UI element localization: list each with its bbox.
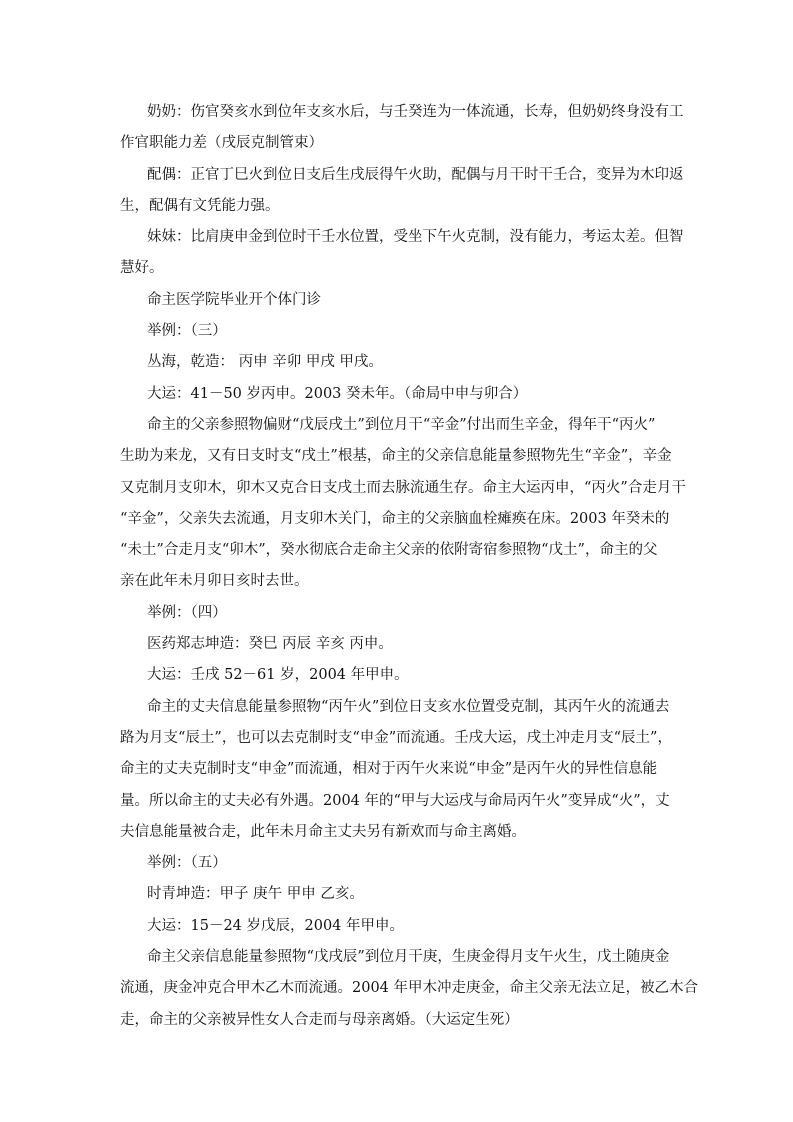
text-line: 举例：（三） (147, 323, 227, 340)
document-body (120, 97, 699, 1036)
paragraph (120, 598, 676, 629)
text-line: 命主的丈夫信息能量参照物“丙午火”到位日支亥水位置受克制，其丙午火的流通去 (147, 698, 670, 715)
text-line: 走，命主的父亲被异性女人合走而与母亲离婚。（大运定生死） (120, 1011, 519, 1028)
text-line: “未土”合走月支“卯木”，癸水彻底合走命主父亲的依附寄宿参照物“戊土”，命主的父 (120, 542, 658, 559)
text-line: 大运：15－24 岁戊辰，2004 年甲申。 (147, 917, 405, 934)
text-line: 作官职能力差（戌辰克制管束） (120, 135, 323, 152)
paragraph (120, 879, 676, 910)
text-line: 命主父亲信息能量参照物“戊戌辰”到位月干庚，生庚金得月支午火生，戊土随庚金 (147, 949, 670, 966)
paragraph (120, 911, 676, 942)
text-line: 大运：41－50 岁丙申。2003 癸未年。（命局中申与卯合） (147, 385, 528, 402)
text-line: 路为月支“辰土”，也可以去克制时支“申金”而流通。壬戌大运，戌土冲走月支“辰土”， (120, 729, 672, 746)
text-line: 医药郑志坤造：癸巳 丙辰 辛亥 丙申。 (147, 636, 393, 653)
text-line: 丛海，乾造： 丙申 辛卯 甲戌 甲戌。 (147, 354, 383, 371)
text-line: “辛金”，父亲失去流通，月支卯木关门，命主的父亲脑血栓瘫痪在床。2003 年癸未的 (120, 510, 670, 527)
text-line: 流通，庚金冲克合甲木乙木而流通。2004 年甲木冲走庚金，命主父亲无法立足，被乙木合 (120, 980, 699, 997)
text-line: 亲在此年未月卯日亥时去世。 (120, 573, 309, 590)
text-line: 量。所以命主的丈夫必有外遇。2004 年的“甲与大运戌与命局丙午火”变异成“火”，丈 (120, 792, 670, 809)
text-line: 命主的父亲参照物偏财“戊辰戌土”到位月干“辛金”付出而生辛金，得年干“丙火” (147, 416, 656, 433)
paragraph (120, 347, 676, 378)
text-line: 配偶：正官丁巳火到位日支后生戌辰得午火助，配偶与月干时干壬合，变异为木印返 (147, 166, 684, 183)
text-line: 夫信息能量被合走，此年未月命主丈夫另有新欢而与命主离婚。 (120, 823, 526, 840)
text-line: 大运：壬戌 52－61 岁，2004 年甲申。 (147, 667, 409, 684)
paragraph (120, 285, 676, 316)
text-line: 生助为来龙，又有日支时支“戌土”根基，命主的父亲信息能量参照物先生“辛金”，辛金 (120, 448, 672, 465)
text-line: 慧好。 (120, 260, 164, 277)
text-line: 举例：（五） (147, 855, 227, 872)
paragraph (120, 660, 676, 691)
text-line: 妹妹：比肩庚申金到位时干壬水位置，受坐下午火克制，没有能力，考运太差。但智 (147, 229, 684, 246)
text-line: 命主的丈夫克制时支“申金”而流通，相对于丙午火来说“申金”是丙午火的异性信息能 (120, 761, 658, 778)
paragraph (120, 848, 676, 879)
text-line: 命主医学院毕业开个体门诊 (147, 291, 321, 308)
paragraph (120, 379, 676, 410)
text-line: 奶奶：伤官癸亥水到位年支亥水后，与壬癸连为一体流通，长寿，但奶奶终身没有工 (147, 104, 684, 120)
paragraph (120, 629, 676, 660)
paragraph (120, 692, 676, 848)
text-line: 生，配偶有文凭能力强。 (120, 197, 280, 214)
paragraph (120, 942, 699, 1036)
text-line: 又克制月支卯木，卯木又克合日支戌土而去脉流通生存。命主大运丙申，“丙火”合走月干 (120, 479, 686, 496)
text-line: 举例：（四） (147, 604, 227, 621)
text-line: 时青坤造：甲子 庚午 甲申 乙亥。 (147, 886, 364, 903)
paragraph (120, 160, 684, 223)
paragraph (120, 222, 684, 285)
paragraph (120, 410, 686, 598)
paragraph (120, 316, 676, 347)
paragraph (120, 97, 684, 160)
